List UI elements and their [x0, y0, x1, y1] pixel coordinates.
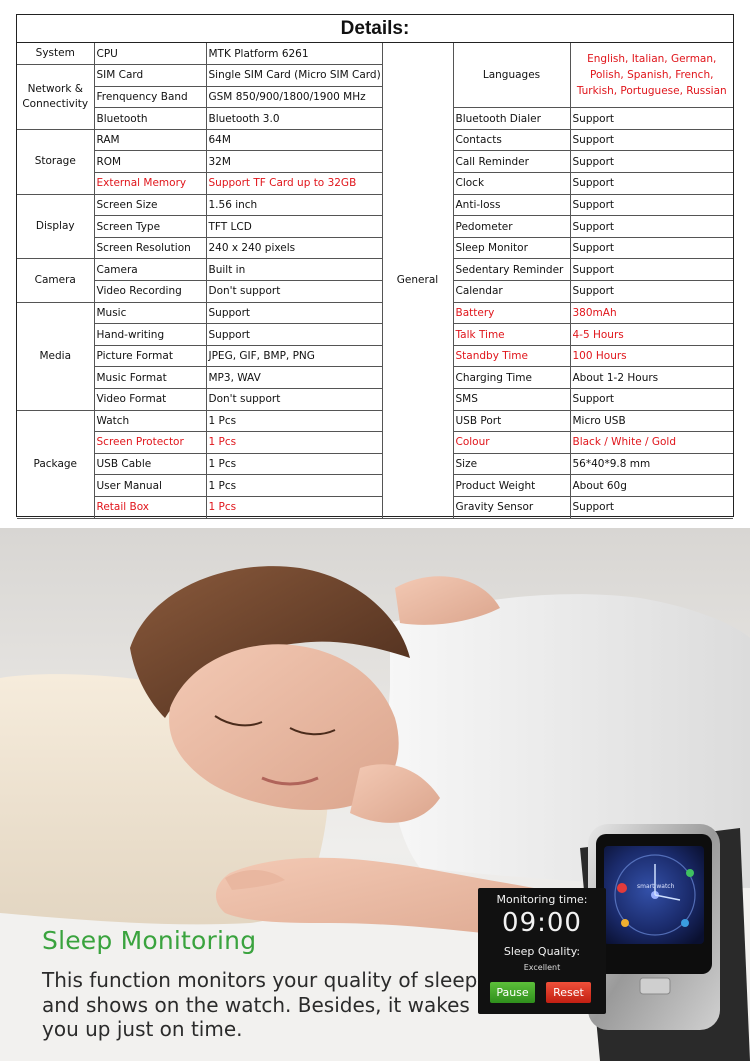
spec-value-cell: Built in — [206, 259, 382, 281]
category-cell: System — [17, 43, 94, 65]
spec-value-cell: GSM 850/900/1800/1900 MHz — [206, 86, 382, 108]
pause-button[interactable]: Pause — [490, 982, 535, 1003]
table-row — [17, 302, 733, 324]
table-row — [17, 43, 733, 65]
spec-value-cell: Bluetooth 3.0 — [206, 108, 382, 130]
feature-value-cell: English, Italian, German, Polish, Spanish, French, Turkish, Portuguese, Russian — [570, 43, 733, 108]
sleep-monitoring-photo — [0, 528, 750, 1061]
table-row — [17, 410, 733, 432]
spec-value-cell: 1 Pcs — [206, 496, 382, 518]
spec-value-cell: MP3, WAV — [206, 367, 382, 389]
category-cell: Display — [17, 194, 94, 259]
spec-name-cell: Picture Format — [94, 345, 206, 367]
feature-headline: Sleep Monitoring — [42, 926, 257, 955]
table-row — [17, 237, 733, 259]
feature-name-cell: Languages — [453, 43, 570, 108]
table-row — [17, 173, 733, 195]
sleep-quality-value: Excellent — [523, 963, 561, 972]
category-cell: Storage — [17, 129, 94, 194]
feature-name-cell: Colour — [453, 432, 570, 454]
spec-name-cell: Screen Protector — [94, 432, 206, 454]
feature-name-cell: Contacts — [453, 129, 570, 151]
spec-name-cell: Retail Box — [94, 496, 206, 518]
feature-value-cell: Support — [570, 237, 733, 259]
feature-value-cell: 380mAh — [570, 302, 733, 324]
spec-value-cell: 240 x 240 pixels — [206, 237, 382, 259]
spec-name-cell: Frenquency Band — [94, 86, 206, 108]
feature-value-cell: Support — [570, 173, 733, 195]
spec-grid — [17, 43, 733, 519]
table-row — [17, 194, 733, 216]
spec-value-cell: JPEG, GIF, BMP, PNG — [206, 345, 382, 367]
feature-value-cell: Support — [570, 151, 733, 173]
spec-name-cell: Camera — [94, 259, 206, 281]
feature-value-cell: Support — [570, 108, 733, 130]
feature-name-cell: Bluetooth Dialer — [453, 108, 570, 130]
spec-value-cell: 1 Pcs — [206, 410, 382, 432]
feature-value-cell: Support — [570, 216, 733, 238]
feature-name-cell: Call Reminder — [453, 151, 570, 173]
spec-value-cell: Support TF Card up to 32GB — [206, 173, 382, 195]
feature-name-cell: Clock — [453, 173, 570, 195]
feature-value-cell: Support — [570, 496, 733, 518]
monitoring-time-label: Monitoring time: — [496, 893, 588, 906]
spec-name-cell: USB Cable — [94, 453, 206, 475]
feature-value-cell: Support — [570, 129, 733, 151]
spec-name-cell: Music Format — [94, 367, 206, 389]
monitoring-time-value: 09:00 — [502, 908, 582, 938]
spec-name-cell: Screen Resolution — [94, 237, 206, 259]
spec-value-cell: Single SIM Card (Micro SIM Card) — [206, 65, 382, 87]
specifications-table — [16, 14, 734, 517]
watch-screen-label: smart watch — [637, 883, 675, 890]
feature-value-cell: About 60g — [570, 475, 733, 497]
feature-value-cell: Support — [570, 259, 733, 281]
feature-value-cell: Support — [570, 389, 733, 411]
monitoring-panel — [478, 888, 606, 1014]
feature-name-cell: Standby Time — [453, 345, 570, 367]
spec-value-cell: 1.56 inch — [206, 194, 382, 216]
table-row — [17, 216, 733, 238]
table-row — [17, 453, 733, 475]
table-row — [17, 345, 733, 367]
spec-name-cell: Video Recording — [94, 281, 206, 303]
category-cell: Package — [17, 410, 94, 518]
spec-value-cell: 1 Pcs — [206, 453, 382, 475]
general-category-cell: General — [382, 43, 453, 518]
table-row — [17, 367, 733, 389]
category-cell: Media — [17, 302, 94, 410]
feature-value-cell: 100 Hours — [570, 345, 733, 367]
feature-name-cell: Talk Time — [453, 324, 570, 346]
table-row — [17, 259, 733, 281]
feature-name-cell: Size — [453, 453, 570, 475]
feature-name-cell: Sedentary Reminder — [453, 259, 570, 281]
table-row — [17, 475, 733, 497]
spec-value-cell: MTK Platform 6261 — [206, 43, 382, 65]
table-row — [17, 324, 733, 346]
feature-name-cell: Anti-loss — [453, 194, 570, 216]
feature-name-cell: USB Port — [453, 410, 570, 432]
feature-name-cell: Sleep Monitor — [453, 237, 570, 259]
feature-name-cell: Pedometer — [453, 216, 570, 238]
spec-value-cell: 1 Pcs — [206, 475, 382, 497]
spec-name-cell: External Memory — [94, 173, 206, 195]
spec-name-cell: RAM — [94, 129, 206, 151]
feature-value-cell: Micro USB — [570, 410, 733, 432]
feature-description: This function monitors your quality of sleep and shows on the watch. Besides, it wakes you up just on time. — [42, 968, 478, 1041]
spec-name-cell: Watch — [94, 410, 206, 432]
spec-name-cell: CPU — [94, 43, 206, 65]
feature-value-cell: 4-5 Hours — [570, 324, 733, 346]
feature-name-cell: Calendar — [453, 281, 570, 303]
table-row — [17, 432, 733, 454]
category-cell: Camera — [17, 259, 94, 302]
spec-name-cell: Bluetooth — [94, 108, 206, 130]
table-row — [17, 496, 733, 518]
spec-value-cell: 1 Pcs — [206, 432, 382, 454]
feature-value-cell: Black / White / Gold — [570, 432, 733, 454]
spec-name-cell: Video Format — [94, 389, 206, 411]
spec-value-cell: Support — [206, 324, 382, 346]
table-row — [17, 108, 733, 130]
details-title: Details: — [17, 15, 733, 43]
spec-name-cell: Hand-writing — [94, 324, 206, 346]
feature-name-cell: Gravity Sensor — [453, 496, 570, 518]
category-cell: Network & Connectivity — [17, 65, 94, 130]
feature-name-cell: Charging Time — [453, 367, 570, 389]
spec-name-cell: Screen Type — [94, 216, 206, 238]
spec-value-cell: Support — [206, 302, 382, 324]
feature-value-cell: 56*40*9.8 mm — [570, 453, 733, 475]
sleep-quality-label: Sleep Quality: — [503, 945, 581, 958]
feature-name-cell: SMS — [453, 389, 570, 411]
spec-value-cell: 64M — [206, 129, 382, 151]
feature-name-cell: Product Weight — [453, 475, 570, 497]
feature-value-cell: About 1-2 Hours — [570, 367, 733, 389]
table-row — [17, 389, 733, 411]
spec-name-cell: User Manual — [94, 475, 206, 497]
table-row — [17, 129, 733, 151]
spec-name-cell: SIM Card — [94, 65, 206, 87]
feature-value-cell: Support — [570, 281, 733, 303]
spec-name-cell: ROM — [94, 151, 206, 173]
spec-name-cell: Music — [94, 302, 206, 324]
feature-value-cell: Support — [570, 194, 733, 216]
reset-button[interactable]: Reset — [546, 982, 591, 1003]
spec-value-cell: 32M — [206, 151, 382, 173]
spec-name-cell: Screen Size — [94, 194, 206, 216]
table-row — [17, 151, 733, 173]
feature-name-cell: Battery — [453, 302, 570, 324]
spec-value-cell: TFT LCD — [206, 216, 382, 238]
table-row — [17, 281, 733, 303]
watch-home-button — [640, 978, 670, 994]
spec-value-cell: Don't support — [206, 389, 382, 411]
spec-value-cell: Don't support — [206, 281, 382, 303]
